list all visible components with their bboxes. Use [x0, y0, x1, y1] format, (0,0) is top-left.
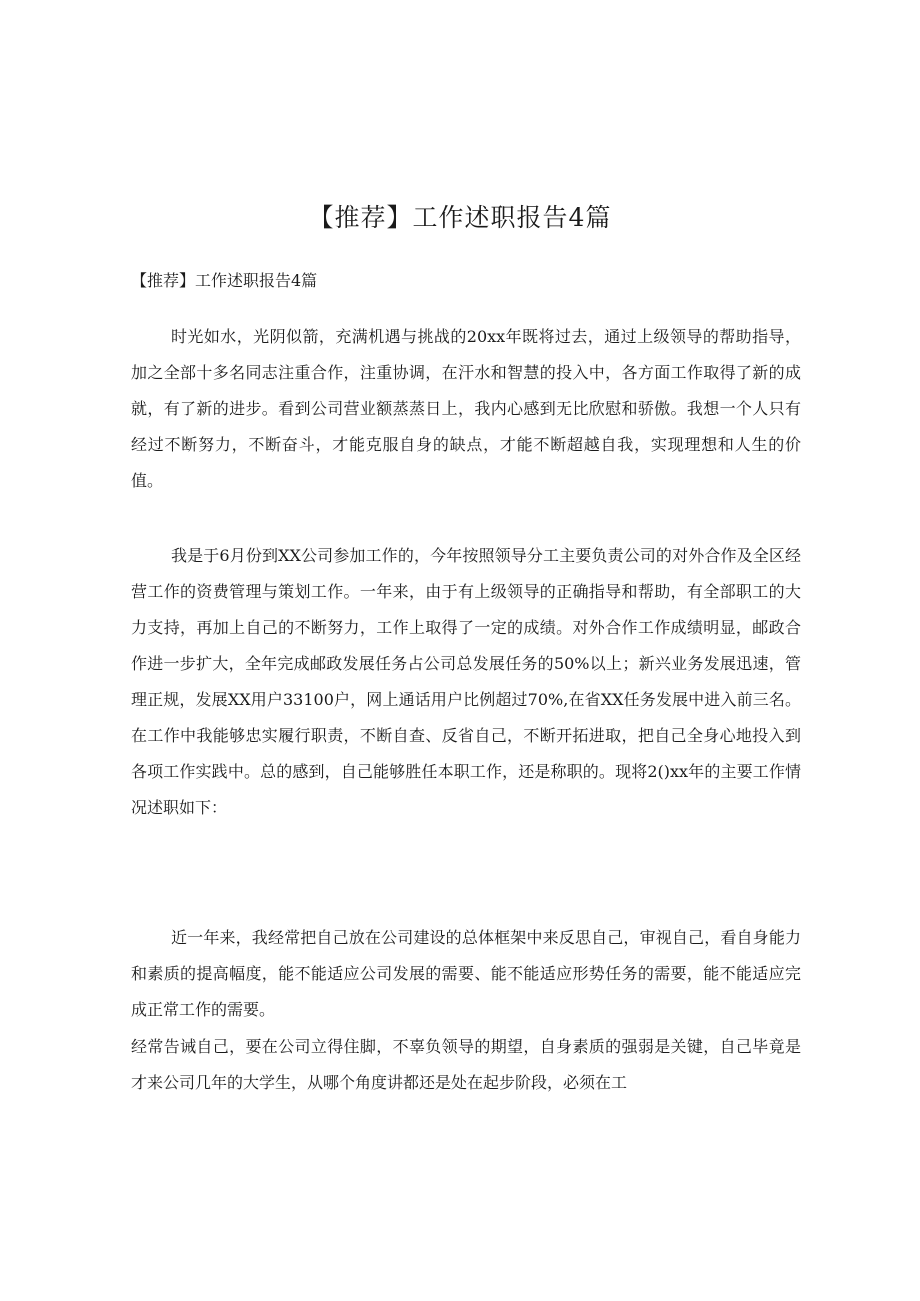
document-subtitle: 【推荐】工作述职报告4篇 — [131, 271, 318, 290]
paragraph-3: 近一年来，我经常把自己放在公司建设的总体框架中来反思自己，审视自己，看自身能力和素质的提高幅度，能不能适应公司发展的需要、能不能适应形势任务的需要，能不能适应完成正常工作的需要。 — [131, 928, 801, 1019]
paragraph-4: 经常告诫自己，要在公司立得住脚，不辜负领导的期望，自身素质的强弱是关键，自己毕竟是才来公司几年的大学生，从哪个角度讲都还是处在起步阶段，必须在工 — [131, 1037, 801, 1092]
paragraph-1: 时光如水，光阴似箭，充满机遇与挑战的20xx年既将过去，通过上级领导的帮助指导，加之全部十多名同志注重合作，注重协调，在汗水和智慧的投入中，各方面工作取得了新的成就，有了新的进步。看到公司营业额蒸蒸日上，我内心感到无比欣慰和骄傲。我想一个人只有经过不断努力，不断奋斗，才能克服自身的缺点，才能不断超越自我，实现理想和人生的价值。 — [131, 327, 801, 490]
paragraph-2: 我是于6月份到XX公司参加工作的，今年按照领导分工主要负责公司的对外合作及全区经营工作的资费管理与策划工作。一年来，由于有上级领导的正确指导和帮助，有全部职工的大力支持，再加上自己的不断努力，工作上取得了一定的成绩。对外合作工作成绩明显，邮政合作进一步扩大，全年完成邮政发展任务占公司总发展任务的50%以上；新兴业务发展迅速，管理正规，发展XX用户33100户，网上通话用户比例超过70%,在省XX任务发展中进入前三名。在工作中我能够忠实履行职责，不断自查、反省自己，不断开拓进取，把自己全身心地投入到各项工作实践中。总的感到，自己能够胜任本职工作，还是称职的。现将2()xx年的主要工作情况述职如下： — [131, 546, 801, 817]
document-title: 【推荐】工作述职报告4篇 — [308, 203, 612, 232]
